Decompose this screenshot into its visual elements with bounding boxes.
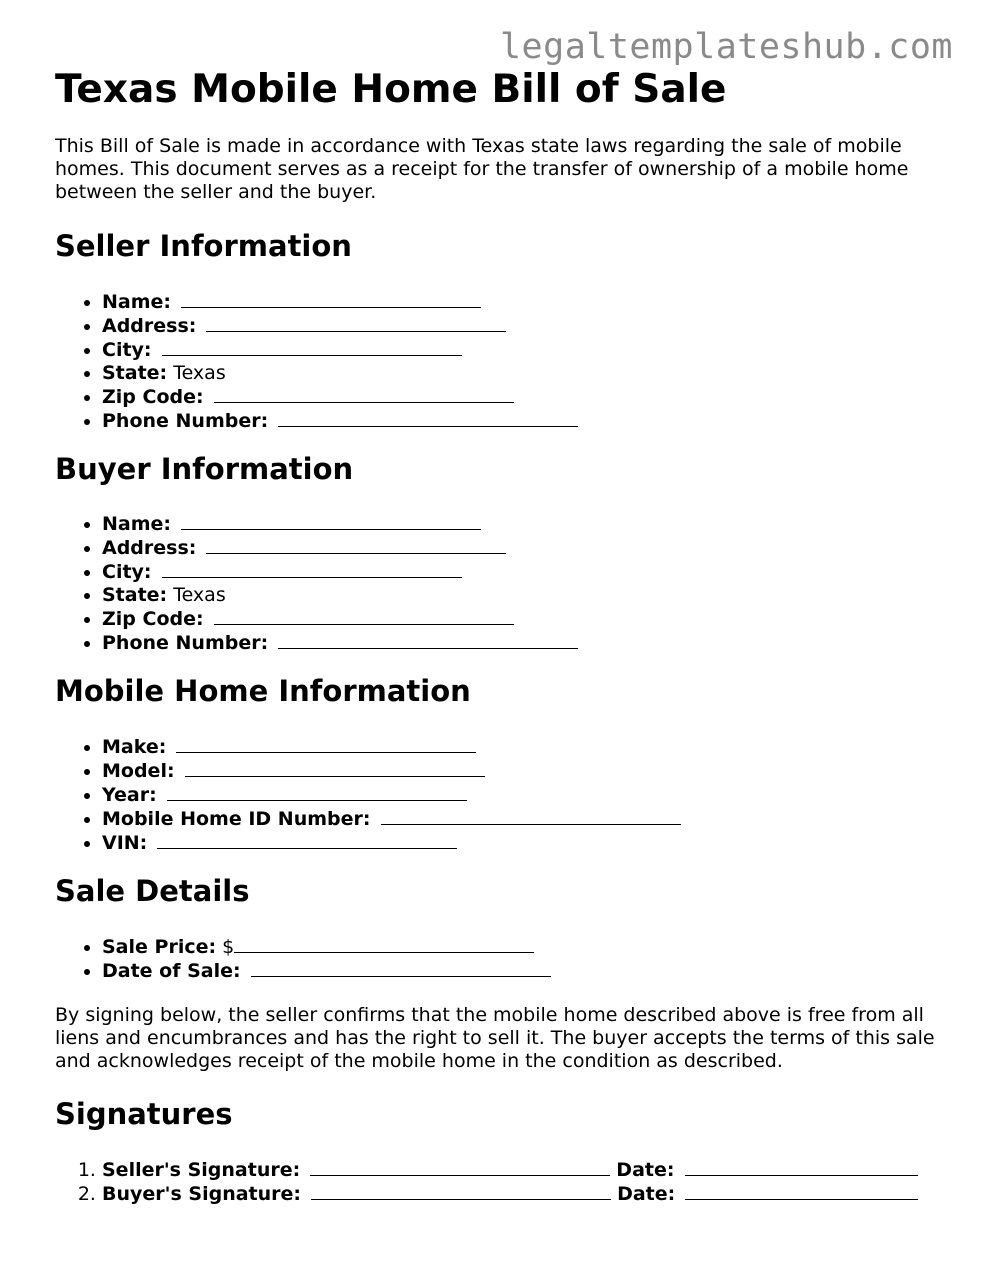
home-year-line[interactable] [167, 783, 467, 801]
home-model-line[interactable] [185, 759, 485, 777]
buyer-date-label: Date: [617, 1182, 676, 1205]
home-id-label: Mobile Home ID Number: [102, 808, 371, 831]
buyer-zip-line[interactable] [214, 607, 514, 625]
buyer-address-item [102, 536, 935, 560]
seller-signature-label: Seller's Signature: [102, 1158, 301, 1181]
seller-name-line[interactable] [181, 290, 481, 308]
buyer-name-line[interactable] [181, 512, 481, 530]
seller-city-label: City: [102, 338, 152, 361]
buyer-list [55, 512, 935, 655]
seller-city-line[interactable] [162, 338, 462, 356]
seller-name-label: Name: [102, 290, 172, 313]
sale-price-item [102, 935, 935, 959]
buyer-zip-label: Zip Code: [102, 608, 204, 631]
sale-price-currency: $ [222, 936, 235, 959]
seller-state-value: Texas [173, 361, 226, 384]
seller-address-line[interactable] [206, 314, 506, 332]
sale-list [55, 935, 935, 983]
buyer-signature-item [102, 1182, 935, 1206]
seller-phone-label: Phone Number: [102, 409, 269, 432]
seller-date-label: Date: [616, 1158, 675, 1181]
home-list [55, 735, 935, 855]
seller-zip-label: Zip Code: [102, 385, 204, 408]
buyer-city-item [102, 560, 935, 584]
buyer-address-line[interactable] [206, 536, 506, 554]
closing-paragraph: By signing below, the seller confirms that the mobile home described above is free from all liens and encumbrances and has the right to sell it. The buyer accepts the terms of this sale and acknowledges receipt of the mobile home in the condition as described. [55, 1004, 935, 1073]
seller-signature-item [102, 1158, 935, 1182]
buyer-city-label: City: [102, 561, 152, 584]
buyer-state-label: State: [102, 584, 168, 607]
home-vin-label: VIN: [102, 832, 148, 855]
buyer-zip-item [102, 607, 935, 631]
seller-phone-item [102, 409, 935, 433]
home-model-label: Model: [102, 760, 175, 783]
home-model-item [102, 759, 935, 783]
home-make-item [102, 735, 935, 759]
home-make-line[interactable] [176, 735, 476, 753]
seller-list [55, 290, 935, 433]
home-year-label: Year: [102, 784, 157, 807]
seller-date-line[interactable] [685, 1158, 918, 1176]
home-make-label: Make: [102, 736, 167, 759]
sale-heading: Sale Details [55, 874, 250, 909]
buyer-name-item [102, 512, 935, 536]
buyer-state-value: Texas [173, 584, 226, 607]
seller-zip-item [102, 385, 935, 409]
buyer-heading: Buyer Information [55, 451, 354, 486]
buyer-name-label: Name: [102, 513, 172, 536]
buyer-state-item [102, 584, 935, 607]
seller-city-item [102, 338, 935, 362]
home-vin-item [102, 831, 935, 855]
buyer-phone-line[interactable] [278, 631, 578, 649]
seller-signature-line[interactable] [310, 1158, 610, 1176]
seller-phone-line[interactable] [278, 409, 578, 427]
intro-paragraph: This Bill of Sale is made in accordance with Texas state laws regarding the sale of mobile homes. This document serves as a receipt for the transfer of ownership of a mobile home between the seller and the buyer. [55, 134, 909, 203]
sale-date-line[interactable] [251, 959, 551, 977]
seller-name-item [102, 290, 935, 314]
home-year-item [102, 783, 935, 807]
seller-address-item [102, 314, 935, 338]
sale-price-line[interactable] [234, 935, 534, 953]
buyer-city-line[interactable] [162, 560, 462, 578]
sale-date-item [102, 959, 935, 983]
watermark: legaltemplateshub.com [499, 27, 953, 67]
signatures-heading: Signatures [55, 1097, 233, 1132]
document-page [55, 68, 935, 1206]
buyer-date-line[interactable] [685, 1182, 918, 1200]
seller-state-item [102, 362, 935, 385]
home-id-item [102, 807, 935, 831]
seller-heading: Seller Information [55, 228, 352, 263]
seller-zip-line[interactable] [214, 385, 514, 403]
buyer-phone-item [102, 631, 935, 655]
home-heading: Mobile Home Information [55, 674, 471, 709]
buyer-signature-label: Buyer's Signature: [102, 1182, 301, 1205]
signatures-list [55, 1158, 935, 1206]
seller-address-label: Address: [102, 314, 197, 337]
buyer-signature-line[interactable] [311, 1182, 611, 1200]
home-vin-line[interactable] [157, 831, 457, 849]
document-title: Texas Mobile Home Bill of Sale [55, 67, 727, 112]
sale-price-label: Sale Price: [102, 936, 217, 959]
buyer-phone-label: Phone Number: [102, 632, 269, 655]
sale-date-label: Date of Sale: [102, 960, 241, 983]
buyer-address-label: Address: [102, 537, 197, 560]
seller-state-label: State: [102, 361, 168, 384]
home-id-line[interactable] [381, 807, 681, 825]
